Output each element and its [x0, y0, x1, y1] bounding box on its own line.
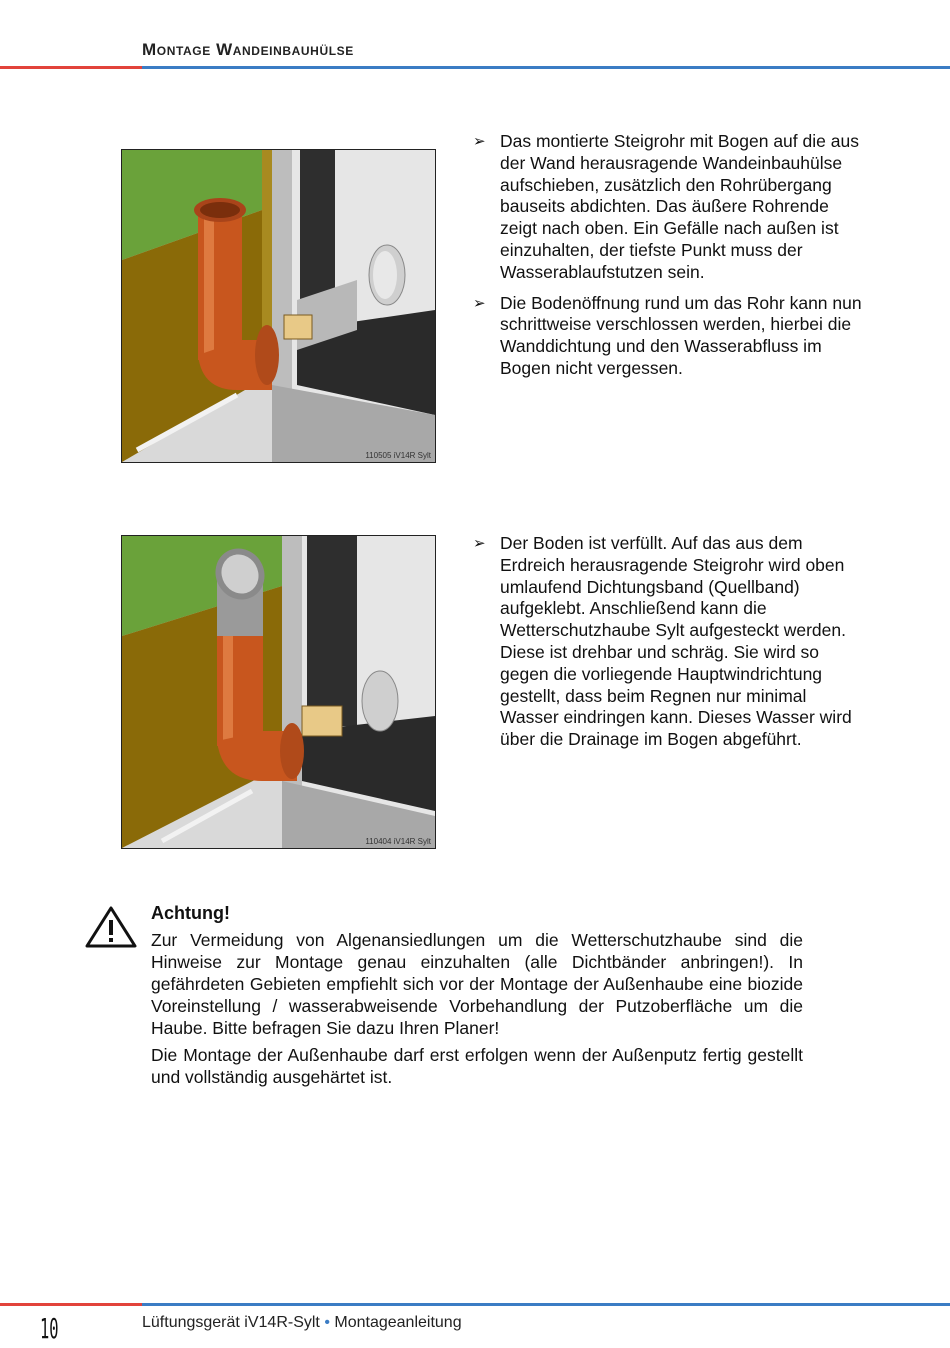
footer-document-title	[142, 1314, 462, 1332]
warning-triangle-icon	[84, 905, 138, 954]
arrowhead-bullet-icon: ➢	[473, 294, 486, 312]
list-item	[473, 131, 868, 284]
installation-illustration-2	[122, 536, 435, 848]
footer-rule-blue	[142, 1303, 950, 1306]
warning-title: Achtung!	[151, 903, 230, 923]
warning-block	[151, 902, 803, 1093]
footer-doc-right: Montageanleitung	[334, 1314, 462, 1331]
page-number: 10	[40, 1312, 59, 1345]
list-item	[473, 293, 868, 380]
arrowhead-bullet-icon: ➢	[473, 535, 486, 552]
list-item	[473, 533, 868, 751]
installation-figure-2	[121, 535, 436, 849]
bullet-text: Der Boden ist verfüllt. Auf das aus dem Erdreich herausragende Steigrohr wird oben umlaufend Dichtungsband (Quellband) aufgeklebt. Anschließend kann die Wetterschutzhaube Sylt aufgesteckt werden. Diese ist drehbar und schräg. Sie wird so gegen die vorliegende Hauptwindrichtung gestellt, dass beim Regnen nur minimal Wasser eindringen kann. Dieses Wasser wird über die Drainage im Bogen abgeführt.	[500, 533, 852, 750]
warning-paragraph-2: Die Montage der Außenhaube darf erst erfolgen wenn der Außenputz fertig gestellt und vollständig ausgehärtet ist.	[151, 1045, 803, 1087]
figure-2-caption: 110404 iV14R Sylt	[365, 837, 431, 846]
bullet-text: Das montierte Steigrohr mit Bogen auf die aus der Wand herausragende Wandeinbauhülse aufschieben, zusätzlich den Rohrübergang bauseits abdichten. Das äußere Rohrende zeigt nach oben. Ein Gefälle nach außen ist einzuhalten, der tiefste Punkt muss der Wasserablaufstutzen sein.	[500, 131, 859, 282]
footer-doc-left: Lüftungsgerät iV14R-Sylt	[142, 1314, 320, 1331]
footer-rule-red	[0, 1303, 142, 1306]
footer-separator: •	[324, 1314, 330, 1331]
page-header-title: Montage Wandeinbauhülse	[142, 40, 354, 59]
section-2-bullet-list	[473, 533, 868, 760]
warning-paragraph-1: Zur Vermeidung von Algenansiedlungen um die Wetterschutzhaube sind die Hinweise zur Montage genau einzuhalten (alle Dichtbänder anbringen!). In gefährdeten Gebieten empfiehlt sich vor der Montage der Außenhaube eine biozide Voreinstellung / wasserabweisende Vorbehandlung der Putzoberfläche um die Haube. Bitte befragen Sie dazu Ihren Planer!	[151, 930, 803, 1038]
bullet-text: Die Bodenöffnung rund um das Rohr kann nun schrittweise verschlossen werden, hierbei die Wanddichtung und den Wasserabfluss im Bogen nicht vergessen.	[500, 292, 862, 378]
figure-1-caption: 110505 iV14R Sylt	[365, 451, 431, 460]
header-rule-blue	[142, 66, 950, 69]
installation-illustration-1	[122, 150, 435, 462]
installation-figure-1	[121, 149, 436, 463]
header-rule-red	[0, 66, 142, 69]
arrowhead-bullet-icon: ➢	[473, 133, 486, 150]
section-1-bullet-list	[473, 131, 868, 389]
